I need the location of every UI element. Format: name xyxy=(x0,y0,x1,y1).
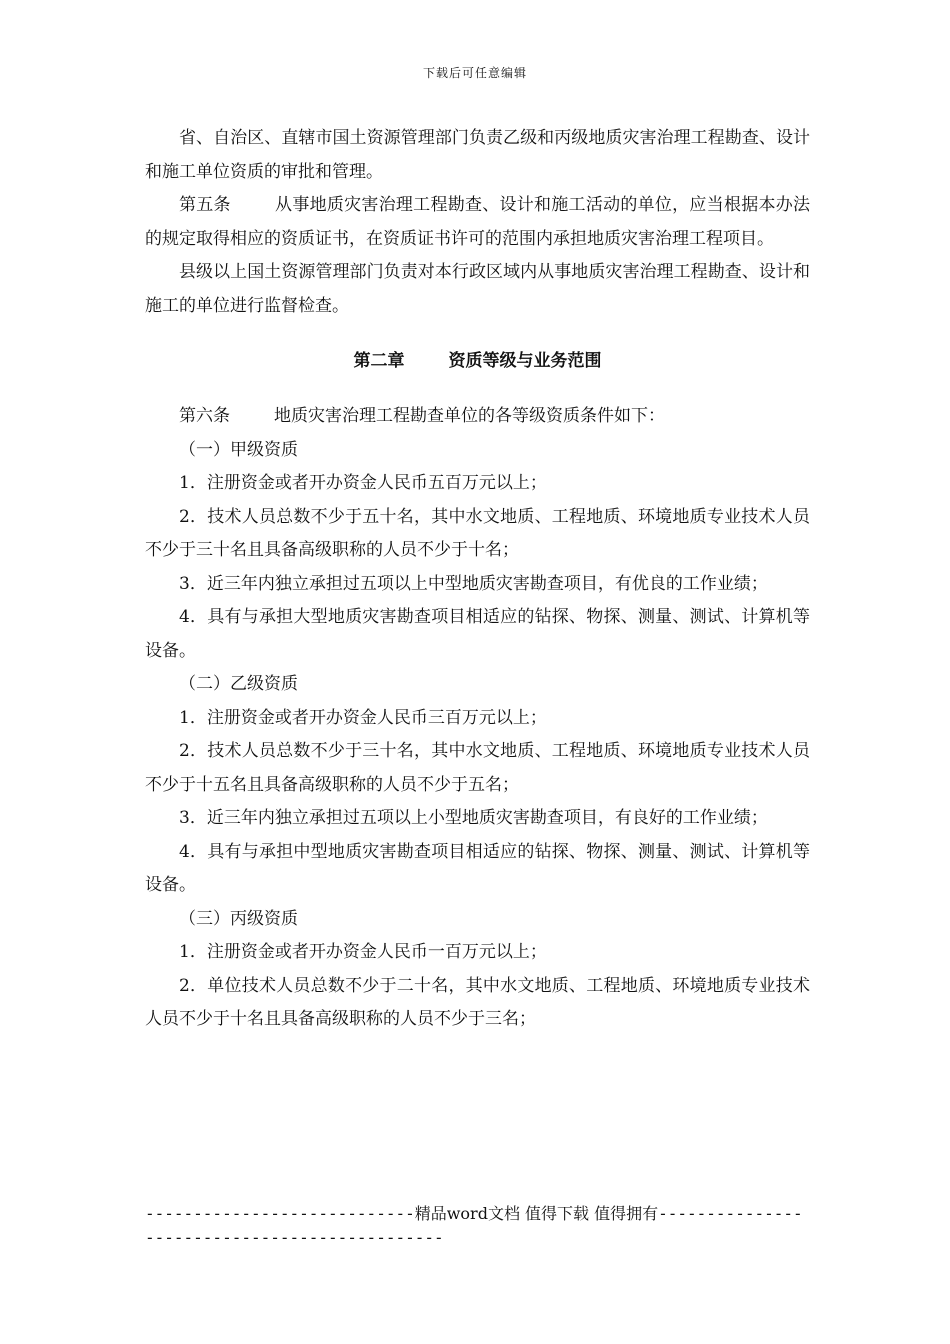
article-label: 第五条 xyxy=(179,195,231,215)
paragraph: 省、自治区、直辖市国土资源管理部门负责乙级和丙级地质灾害治理工程勘查、设计和施工单位资质的审批和管理。 xyxy=(145,128,810,182)
list-item: （三）丙级资质 xyxy=(179,908,298,929)
chapter-title: 资质等级与业务范围 xyxy=(448,351,602,371)
paragraph: 县级以上国土资源管理部门负责对本行政区域内从事地质灾害治理工程勘查、设计和施工的单位进行监督检查。 xyxy=(145,262,810,316)
list-item: 1．注册资金或者开办资金人民币三百万元以上； xyxy=(179,707,547,728)
page-header: 下载后可任意编辑 xyxy=(422,66,527,80)
list-item: （二）乙级资质 xyxy=(179,674,298,694)
list-item: 2．单位技术人员总数不少于二十名，其中水文地质、工程地质、环境地质专业技术人员不少于十名且具备高级职称的人员不少于三名； xyxy=(145,975,810,1029)
page-footer xyxy=(145,1202,810,1250)
chapter-heading xyxy=(145,345,810,378)
list-item: 1．注册资金或者开办资金人民币一百万元以上； xyxy=(179,942,547,962)
document-body xyxy=(145,122,810,1037)
article-label: 第六条 xyxy=(179,406,230,426)
footer-dashes-left: ---------------------------- xyxy=(145,1204,415,1223)
article-text: 地质灾害治理工程勘查单位的各等级资质条件如下： xyxy=(274,406,665,426)
list-item: 4．具有与承担中型地质灾害勘查项目相适应的钻探、物探、测量、测试、计算机等设备。 xyxy=(145,841,810,895)
list-item: 3．近三年内独立承担过五项以上小型地质灾害勘查项目，有良好的工作业绩； xyxy=(179,808,768,828)
list-item: 2．技术人员总数不少于五十名，其中水文地质、工程地质、环境地质专业技术人员不少于三十名且具备高级职称的人员不少于十名； xyxy=(145,506,810,560)
list-item: 3．近三年内独立承担过五项以上中型地质灾害勘查项目，有优良的工作业绩； xyxy=(179,573,768,594)
article-5 xyxy=(145,189,810,256)
footer-text: 精品word文档 值得下载 值得拥有 xyxy=(414,1204,659,1223)
list-item: 4．具有与承担大型地质灾害勘查项目相适应的钻探、物探、测量、测试、计算机等设备。 xyxy=(145,607,810,661)
list-item: 2．技术人员总数不少于三十名，其中水文地质、工程地质、环境地质专业技术人员不少于十五名且具备高级职称的人员不少于五名； xyxy=(145,741,810,795)
list-item: 1．注册资金或者开办资金人民币五百万元以上； xyxy=(179,473,547,493)
footer-dashes-right: ---------------------------------------------- xyxy=(145,1204,803,1247)
chapter-label: 第二章 xyxy=(353,351,405,371)
article-text: 从事地质灾害治理工程勘查、设计和施工活动的单位，应当根据本办法的规定取得相应的资质证书，在资质证书许可的范围内承担地质灾害治理工程项目。 xyxy=(145,195,811,249)
list-item: （一）甲级资质 xyxy=(179,439,298,460)
article-6 xyxy=(145,400,810,434)
